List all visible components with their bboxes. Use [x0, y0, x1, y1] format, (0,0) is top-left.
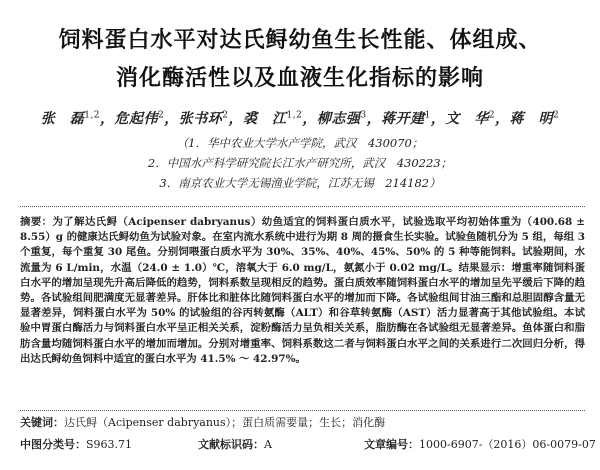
- author-affiliation-marker: 3: [360, 110, 367, 121]
- abstract-block: [20, 215, 585, 367]
- author-separator: ，: [164, 111, 179, 127]
- clc-number: [20, 436, 132, 452]
- affiliation-3: 3．南京农业大学无锡渔业学院，江苏无锡 214182）: [159, 176, 441, 190]
- author-affiliation-marker: 2: [553, 110, 560, 121]
- author-affiliation-marker: 2: [488, 110, 496, 121]
- author-separator: ，: [302, 111, 317, 127]
- clc-label: 中图分类号：: [20, 438, 86, 451]
- author-name: 蒋开建: [381, 111, 425, 127]
- keywords-text: 达氏鲟（Acipenser dabryanus）；蛋白质需要量；生长；消化酶: [64, 416, 386, 429]
- document-code-label: 文献标识码：: [198, 438, 264, 451]
- author-name: 蒋 明: [509, 111, 554, 127]
- document-code: [198, 436, 272, 452]
- author-name: 危起伟: [114, 111, 159, 127]
- dotted-divider-bottom: [20, 410, 585, 411]
- author-separator: ，: [430, 111, 446, 127]
- author-separator: ，: [495, 111, 510, 127]
- author-separator: ，: [366, 111, 382, 127]
- author-affiliation-marker: 1: [424, 110, 431, 121]
- affiliation-1: （1．华中农业大学水产学院，武汉 430070；: [176, 136, 424, 150]
- author-name: 柳志强: [316, 111, 361, 127]
- author-name: 张 磊: [40, 111, 85, 127]
- author-affiliation-marker: 1,2: [286, 110, 303, 121]
- keywords-label: 关键词：: [20, 416, 64, 429]
- article-title-line-1: 饲料蛋白水平对达氏鲟幼鱼生长性能、体组成、: [58, 28, 542, 53]
- author-separator: ，: [228, 111, 244, 127]
- author-list: [0, 108, 600, 128]
- author-affiliation-marker: 2: [158, 110, 165, 121]
- author-name: 张书环: [178, 111, 223, 127]
- article-number-label: 文章编号：: [364, 438, 419, 451]
- affiliation-2: 2．中国水产科学研究院长江水产研究所，武汉 430223；: [147, 156, 453, 170]
- document-code-value: A: [264, 438, 272, 451]
- author-affiliation-marker: 2: [222, 110, 229, 121]
- author-name: 裘 江: [243, 111, 287, 127]
- author-separator: ，: [100, 111, 115, 127]
- article-title-line-2: 消化酶活性以及血液生化指标的影响: [115, 66, 484, 91]
- author-affiliation-marker: 1,2: [84, 110, 101, 121]
- abstract-label: 摘要：: [20, 216, 53, 228]
- keywords-line: [20, 414, 585, 430]
- article-number: [364, 436, 596, 452]
- author-name: 文 华: [445, 111, 489, 127]
- abstract-text: 为了解达氏鲟（Acipenser dabryanus）幼鱼适宜的饲料蛋白质水平，试验选取平均初始体重为（400.68 ± 8.55）g 的健康达氏鲟幼鱼为试验对象。在室内流水系统中进行为期 8 周的摄食生长实验。试验鱼随机分为 5 组，每组 3 个重复，每个重复 30 尾鱼。分别饲喂蛋白质水平为 30%、35%、40%、45%、50% 的 5 种等能饲料。试验期间，水流量为 6 L/min，水温（24.0 ± 1.0）℃，溶氧大于 6.0 mg/L，氨氮小于 0.02 mg/L。结果显示：增重率随饲料蛋白水平的增加呈现先升高后降低的趋势，饲料系数呈现相反的趋势。蛋白质效率随饲料蛋白水平的增加呈先平缓后下降的趋势。各试验组间肥满度无显著差异。肝体比和脏体比随饲料蛋白水平的增加而下降。各试验组间甘油三酯和总胆固醇含量无显著差异，饲料蛋白水平为 50% 的试验组的谷丙转氨酶（ALT）和谷草转氨酶（AST）活力显著高于其他试验组。本试验中胃蛋白酶活力与饲料蛋白水平呈正相关关系，淀粉酶活力呈负相关关系，脂肪酶在各试验组无显著差异。鱼体蛋白和脂肪含量均随饲料蛋白水平的增加而增加。分别对增重率、饲料系数这二者与饲料蛋白水平之间的关系进行二次回归分析，得出达氏鲟幼鱼饲料中适宜的蛋白水平为 41.5% ～ 42.97%。: [20, 216, 585, 365]
- article-number-value: 1000-6907-（2016）06-0079-07: [419, 438, 596, 451]
- dotted-divider-top: [20, 206, 585, 207]
- clc-value: S963.71: [86, 438, 133, 451]
